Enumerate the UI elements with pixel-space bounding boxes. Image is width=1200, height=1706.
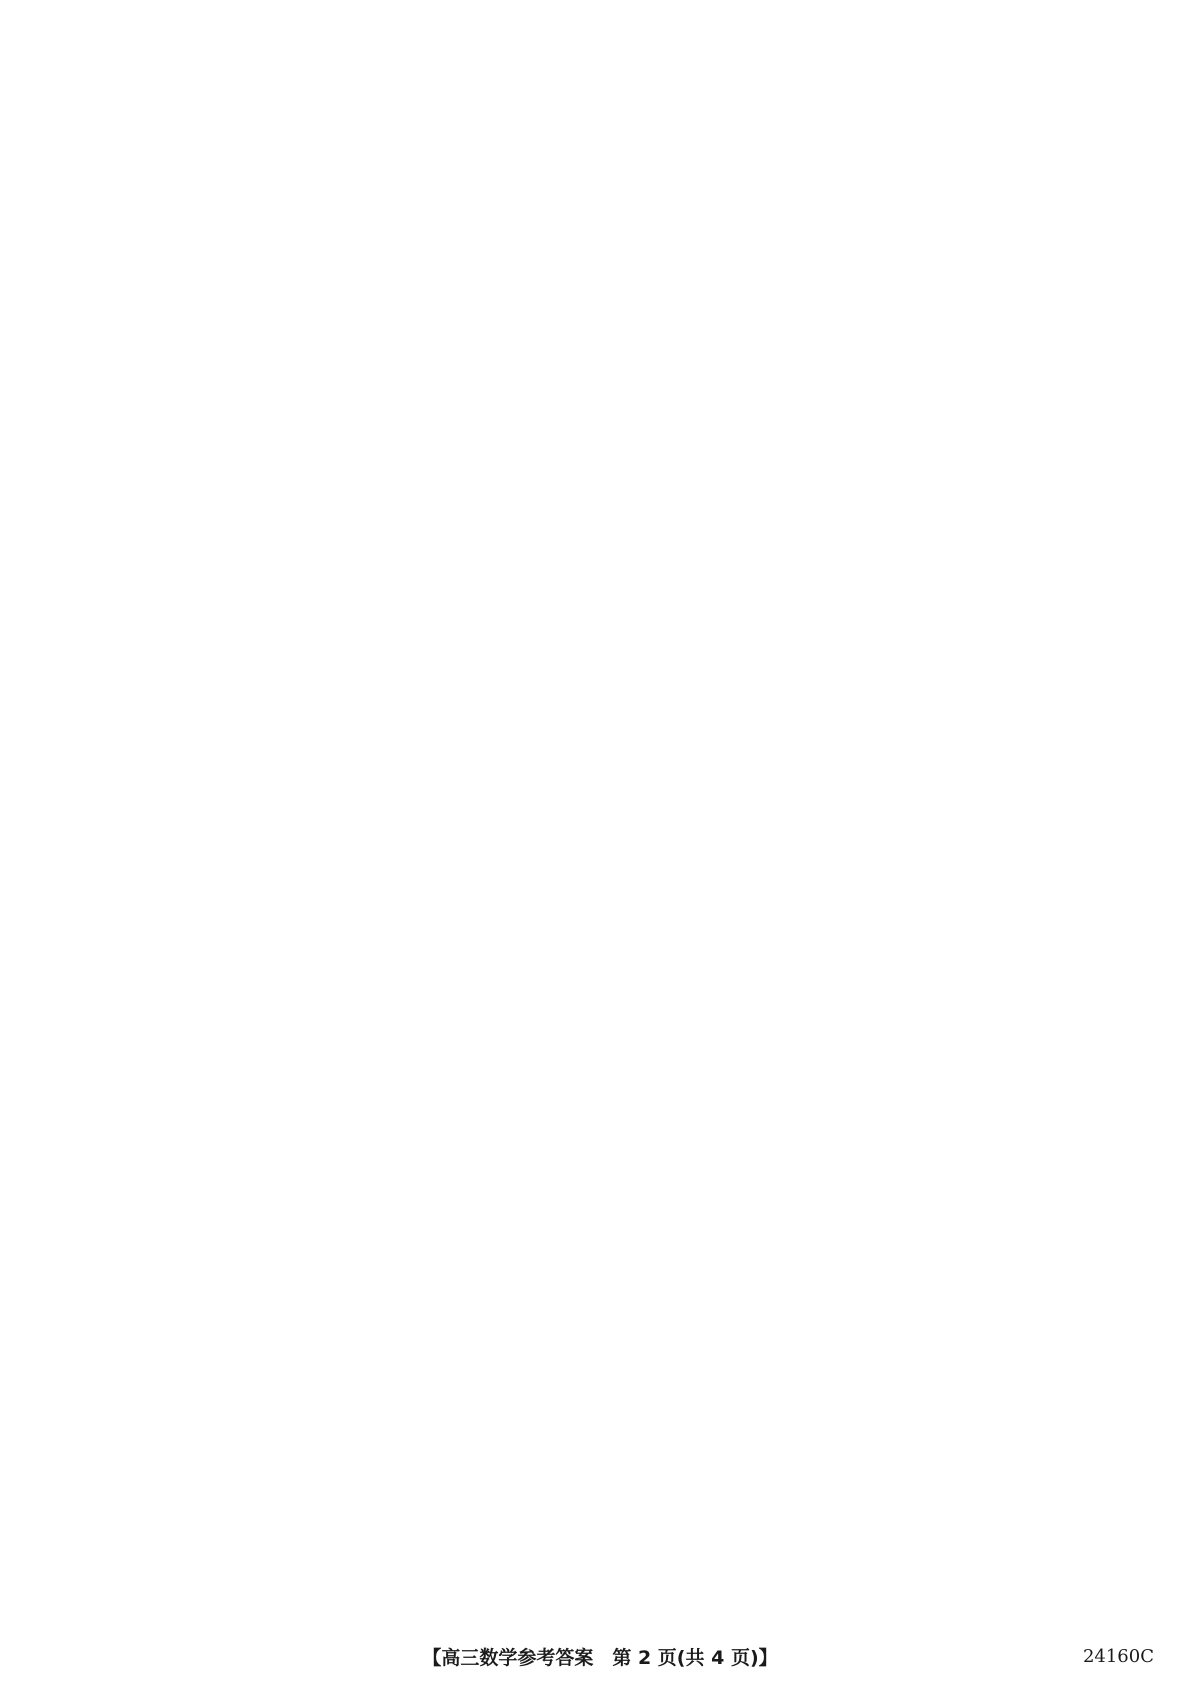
document-code: 24160C xyxy=(1082,1646,1154,1667)
page-footer: 【高三数学参考答案 第 2 页(共 4 页)】 xyxy=(422,1647,778,1669)
